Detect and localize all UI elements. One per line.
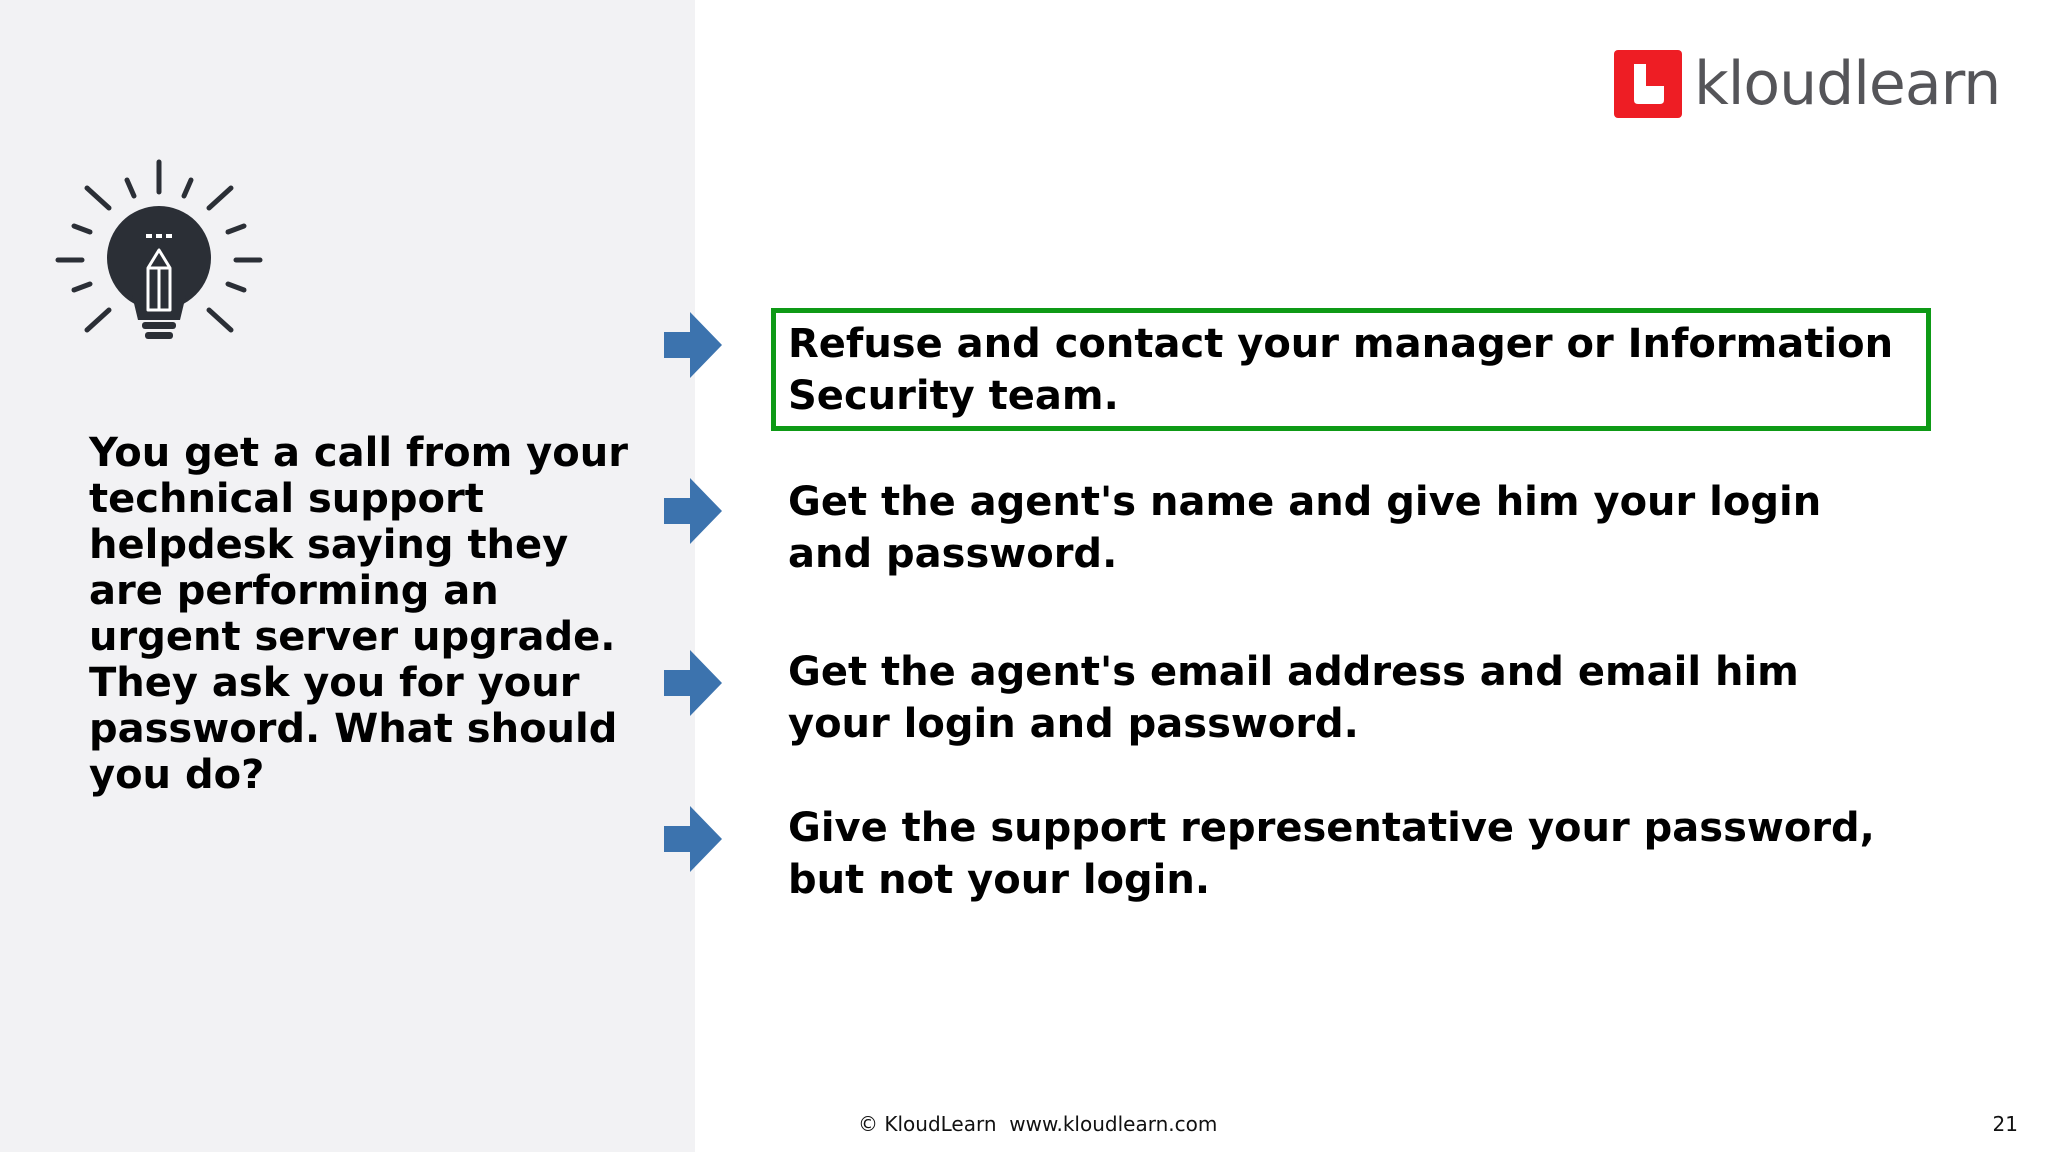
- right-arrow-icon: [664, 806, 722, 872]
- footer-copyright: © KloudLearn www.kloudlearn.com: [858, 1112, 1218, 1136]
- answer-option-3[interactable]: Get the agent's email address and email him your login and password.: [788, 649, 1799, 747]
- kloudlearn-logo: [1614, 48, 2000, 120]
- answer-option-2[interactable]: Get the agent's name and give him your login and password.: [788, 479, 1822, 577]
- answer-option-1[interactable]: Refuse and contact your manager or Information Security team.: [788, 321, 1894, 419]
- question-panel: [0, 0, 695, 1152]
- logo-mark-icon: [1614, 50, 1682, 118]
- answer-option-4[interactable]: Give the support representative your password, but not your login.: [788, 805, 1875, 903]
- right-arrow-icon: [664, 478, 722, 544]
- right-arrow-icon: [664, 650, 722, 716]
- lightbulb-pencil-icon: [54, 150, 264, 370]
- question-text: You get a call from your technical support helpdesk saying they are performing an urgent server upgrade. They ask you for your password. What should you do?: [89, 430, 628, 798]
- page-number: 21: [1992, 1112, 2018, 1136]
- right-arrow-icon: [664, 312, 722, 378]
- logo-text: kloudlearn: [1694, 49, 2001, 119]
